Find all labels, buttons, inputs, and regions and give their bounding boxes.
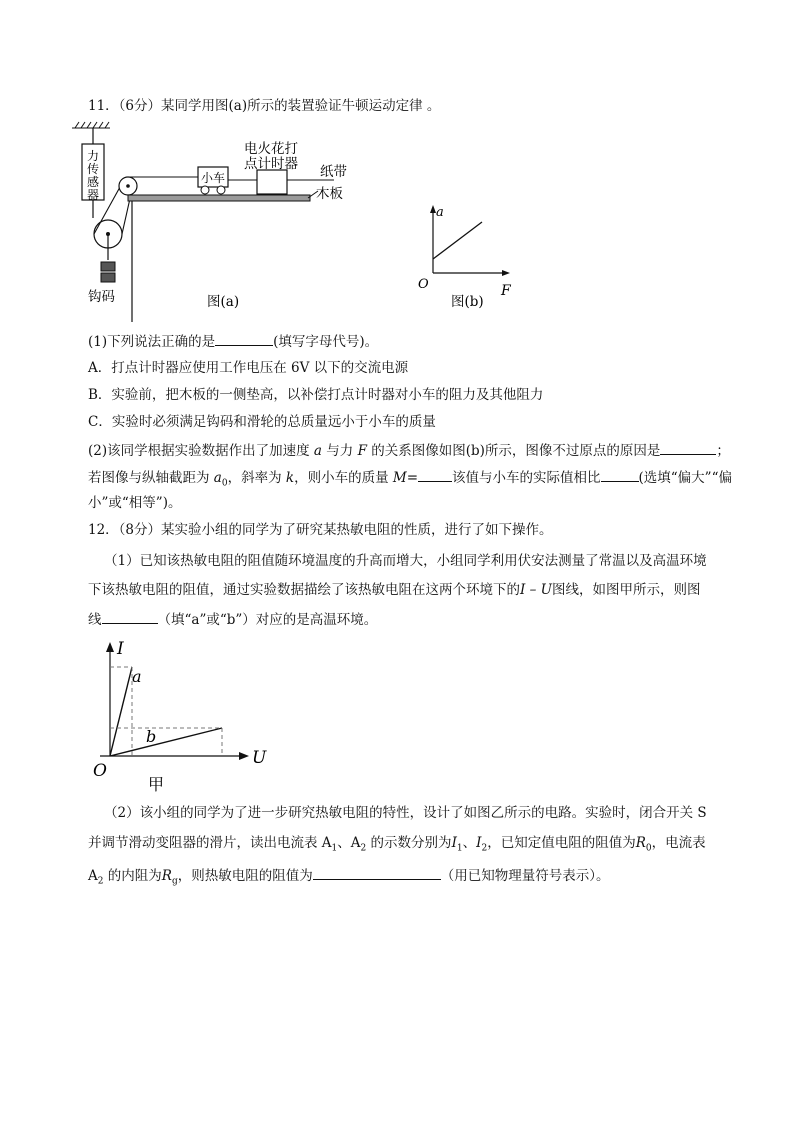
line-a-label: a — [132, 667, 142, 686]
line-a — [110, 667, 132, 756]
answer-blank-6[interactable] — [313, 865, 441, 880]
hook-weight-1 — [101, 262, 115, 271]
board-label: 木板 — [316, 186, 343, 202]
q11-heading: 11．（6分）某同学用图(a)所示的装置验证牛顿运动定律 。 — [88, 98, 441, 114]
origin-label: O — [418, 277, 429, 292]
answer-blank-2[interactable] — [660, 440, 716, 455]
cart-wheel-right — [217, 186, 225, 194]
figure-a-caption: 图(a) — [207, 294, 240, 310]
timer-label-2: 点计时器 — [244, 156, 298, 172]
hook-label: 钩码 — [88, 289, 115, 305]
line-b — [110, 728, 222, 756]
origin-label: O — [93, 761, 107, 781]
timer-label-1: 电火花打 — [244, 141, 298, 157]
hook-weight-2 — [101, 273, 115, 282]
sensor-char-4: 器 — [86, 188, 100, 202]
answer-blank-1[interactable] — [215, 331, 273, 346]
figure-jia — [0, 630, 300, 800]
q12-part1-line3: 线 （填“a”或“b”）对应的是高温环境。 — [88, 609, 377, 630]
figure-a — [0, 0, 800, 330]
wood-board — [128, 195, 310, 201]
answer-blank-3[interactable] — [418, 467, 452, 482]
axis-a-label: a — [436, 205, 444, 220]
q12-part2-line3: $A_2$ 的内阻为$R_g$，则热敏电阻的阻值为 （用已知物理量符号表示）。 — [88, 865, 609, 892]
axis-F-label: F — [501, 283, 511, 299]
a-F-line — [433, 222, 482, 259]
sensor-char-1: 力 — [86, 149, 100, 163]
q11-part1: (1)下列说法正确的是 (填写字母代号)。 — [88, 331, 378, 352]
figure-jia-caption: 甲 — [148, 775, 165, 794]
cart-wheel-left — [201, 186, 209, 194]
answer-blank-5[interactable] — [102, 609, 158, 624]
option-a: A．打点计时器应使用工作电压在 6V 以下的交流电源 — [88, 360, 409, 376]
option-c: C．实验时必须满足钩码和滑轮的总质量远小于小车的质量 — [88, 414, 436, 430]
q11-part2: (2)该同学根据实验数据作出了加速度 a 与力 F 的关系图像如图(b)所示，图像不过原点的原因是 ； — [88, 440, 730, 461]
axis-U-label: U — [252, 748, 267, 768]
axis-I-label: I — [117, 639, 124, 659]
q12-part2-line2: 并调节滑动变阻器的滑片，读出电流表 $A_1$、$A_2$ 的示数分别为$I_1$、$I_2$，已知定值电阻的阻值为$R_0$，电流表 — [88, 835, 706, 854]
sensor-char-3: 感 — [86, 175, 100, 189]
tape-label: 纸带 — [320, 164, 347, 180]
cart-label: 小车 — [200, 171, 226, 185]
figure-b-caption: 图(b) — [451, 294, 484, 310]
q12-part1-line2: 下该热敏电阻的阻值，通过实验数据描绘了该热敏电阻在这两个环境下的I – U图线，如图甲所示，则图 — [88, 582, 701, 598]
q11-part2-cont: 若图像与纵轴截距为 $a_0$，斜率为 k，则小车的质量 M= 该值与小车的实际值相比 (选填“偏大”“偏 — [88, 467, 732, 494]
q11-part2-end: 小”或“相等”)。 — [88, 495, 182, 511]
sensor-char-2: 传 — [86, 162, 100, 176]
ceiling-hatch — [72, 122, 110, 128]
q12-part1-line1: （1）已知该热敏电阻的阻值随环境温度的升高而增大，小组同学利用伏安法测量了常温以及高温环境 — [104, 553, 707, 569]
figure-b — [418, 205, 512, 310]
line-b-label: b — [146, 727, 157, 746]
q12-heading: 12．（8分）某实验小组的同学为了研究某热敏电阻的性质，进行了如下操作。 — [88, 522, 553, 538]
answer-blank-4[interactable] — [601, 467, 639, 482]
spark-timer — [257, 170, 287, 194]
q12-part2-line1: （2）该小组的同学为了进一步研究热敏电阻的特性，设计了如图乙所示的电路。实验时，闭合开关 S — [104, 805, 707, 821]
option-b: B．实验前，把木板的一侧垫高，以补偿打点计时器对小车的阻力及其他阻力 — [88, 387, 544, 403]
